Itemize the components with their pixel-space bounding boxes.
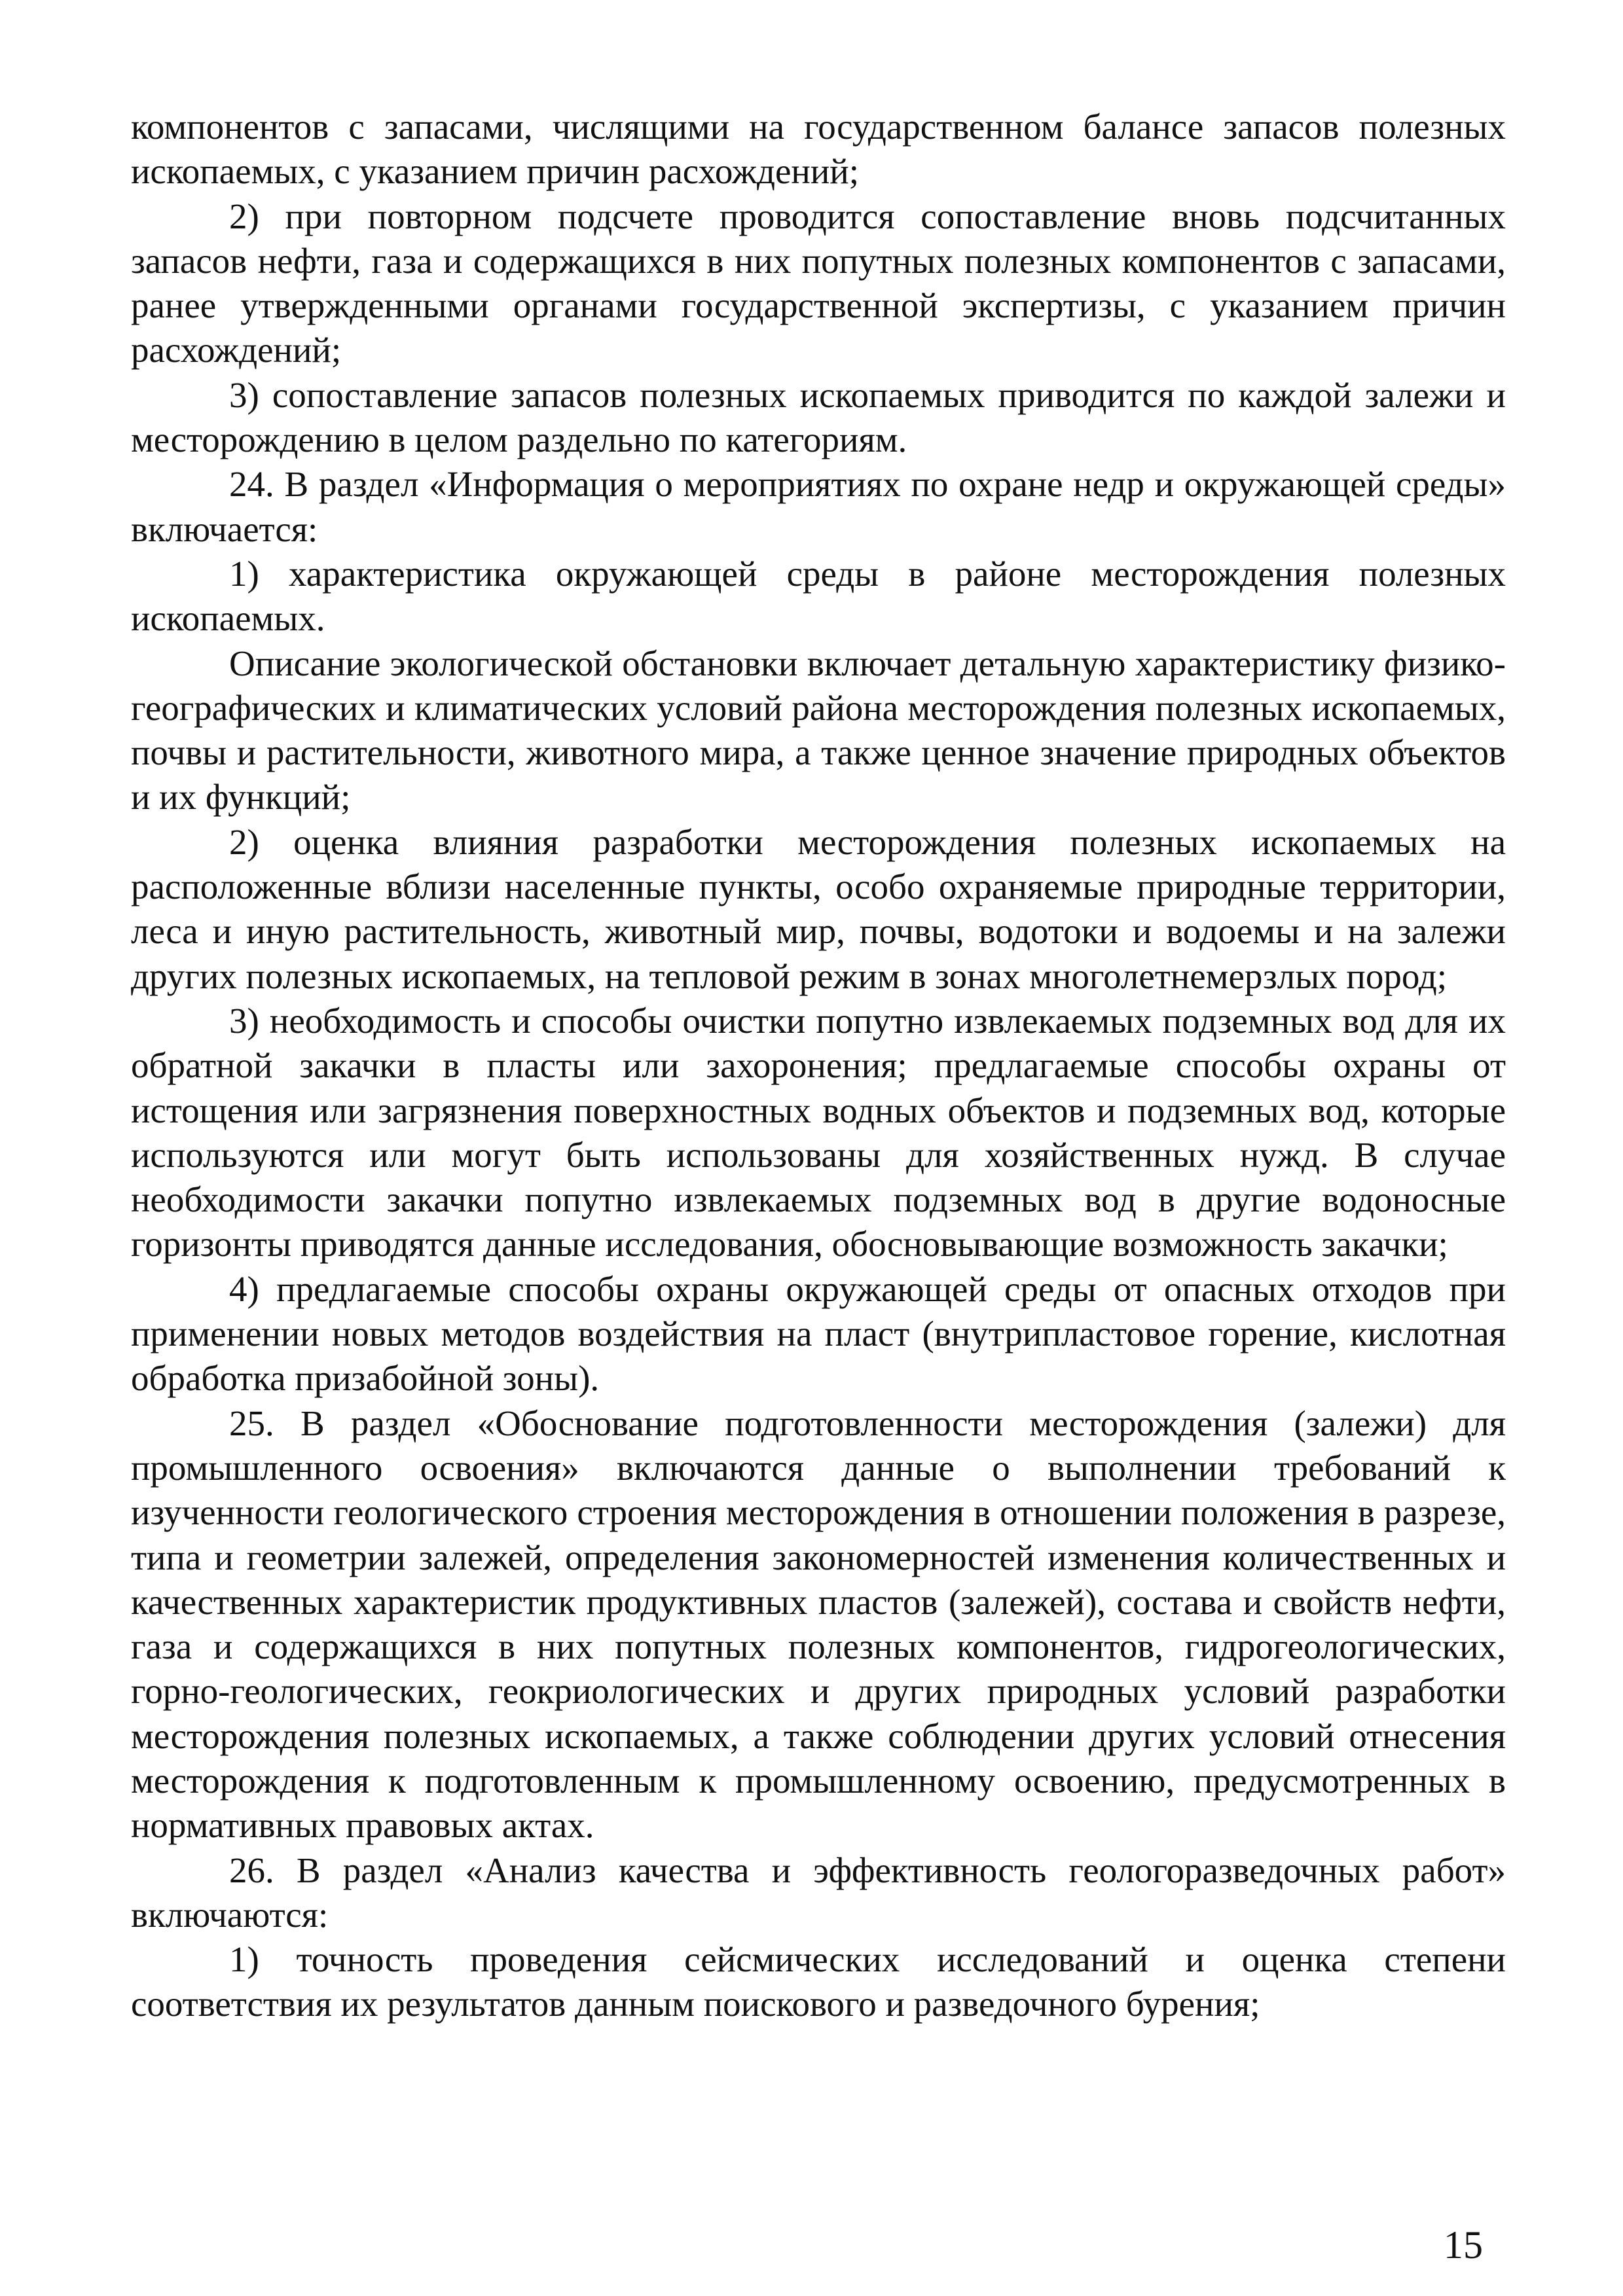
- paragraph-24-item-2: 2) оценка влияния разработки месторождения полезных ископаемых на расположенные вблизи населенные пункты, особо охраняемые природные территории, леса и иную растительность, животный мир, почвы, водотоки и водоемы и на залежи других полезных ископаемых, на тепловой режим в зонах многолетнемерзлых пород;: [131, 821, 1506, 996]
- paragraph-section-26: 26. В раздел «Анализ качества и эффективность геологоразведочных работ» включаются:: [131, 1850, 1506, 1935]
- paragraph-section-24: 24. В раздел «Информация о мероприятиях по охране недр и окружающей среды» включается:: [131, 464, 1506, 549]
- paragraph-24-item-3: 3) необходимость и способы очистки попутно извлекаемых подземных вод для их обратной закачки в пласты или захоронения; предлагаемые способы охраны от истощения или загрязнения поверхностных водных объектов и подземных вод, которые используются или могут быть использованы для хозяйственных нужд. В случае необходимости закачки попутно извлекаемых подземных вод в другие водоносные горизонты приводятся данные исследования, обосновывающие возможность закачки;: [131, 1000, 1506, 1265]
- page-number: 15: [1444, 2223, 1483, 2267]
- paragraph-item-3-comparison: 3) сопоставление запасов полезных ископаемых приводится по каждой залежи и месторождению в целом раздельно по категориям.: [131, 374, 1506, 460]
- paragraph-item-2-recount: 2) при повторном подсчете проводится сопоставление вновь подсчитанных запасов нефти, газа и содержащихся в них попутных полезных компонентов с запасами, ранее утвержденными органами государственной экспертизы, с указанием причин расхождений;: [131, 196, 1506, 370]
- document-body: [131, 105, 1506, 2027]
- paragraph-section-25: 25. В раздел «Обоснование подготовленности месторождения (залежи) для промышленного освоения» включаются данные о выполнении требований к изученности геологического строения месторождения в отношении положения в разрезе, типа и геометрии залежей, определения закономерностей изменения количественных и качественных характеристик продуктивных пластов (залежей), состава и свойств нефти, газа и содержащихся в них попутных полезных компонентов, гидрогеологических, горно-геологических, геокриологических и других природных условий разработки месторождения полезных ископаемых, а также соблюдении других условий отнесения месторождения к подготовленным к промышленному освоению, предусмотренных в нормативных правовых актах.: [131, 1403, 1506, 1846]
- paragraph-continuation: компонентов с запасами, числящими на государственном балансе запасов полезных ископаемых, с указанием причин расхождений;: [131, 107, 1506, 192]
- paragraph-24-item-1: 1) характеристика окружающей среды в районе месторождения полезных ископаемых.: [131, 553, 1506, 639]
- paragraph-24-item-4: 4) предлагаемые способы охраны окружающей среды от опасных отходов при применении новых методов воздействия на пласт (внутрипластовое горение, кислотная обработка призабойной зоны).: [131, 1268, 1506, 1399]
- paragraph-26-item-1: 1) точность проведения сейсмических исследований и оценка степени соответствия их результатов данным поискового и разведочного бурения;: [131, 1939, 1506, 2024]
- paragraph-ecology-description: Описание экологической обстановки включает детальную характеристику физико-географических и климатических условий района месторождения полезных ископаемых, почвы и растительности, животного мира, а также ценное значение природных объектов и их функций;: [131, 643, 1506, 817]
